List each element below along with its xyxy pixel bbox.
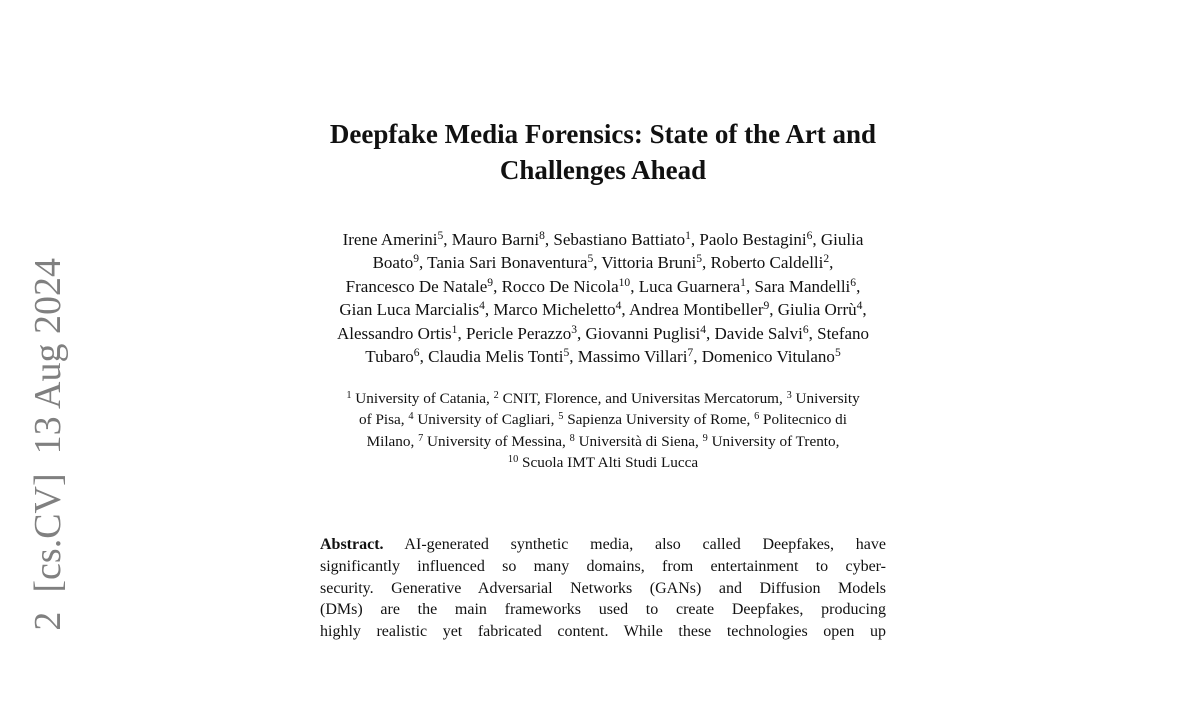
abstract-line: (DMs) are the main frameworks used to create Deepfakes, producing	[320, 601, 886, 619]
abstract-line: highly realistic yet fabricated content. While these technologies open up	[320, 623, 886, 641]
abstract-label: Abstract.	[320, 536, 384, 553]
author-text: , Stefano	[808, 323, 870, 343]
author-text: , Domenico Vitulano	[693, 347, 835, 367]
author-text: , Rocco De Nicola	[493, 276, 619, 296]
abstract-line: security. Generative Adversarial Networks (GANs) and Diffusion Models	[320, 579, 886, 597]
affiliation-marker: 10	[507, 453, 519, 465]
author-text: , Luca Guarnera	[630, 276, 741, 296]
affiliation-marker: 2	[823, 252, 830, 266]
affiliation-marker: 5	[558, 411, 564, 423]
affiliation-marker: 7	[687, 346, 694, 360]
author-text: Francesco De Natale	[345, 276, 488, 296]
affiliation-marker: 6	[850, 276, 857, 290]
author-line	[200, 228, 1006, 251]
author-text: , Marco Micheletto	[484, 300, 616, 320]
affiliation-marker: 5	[563, 346, 570, 360]
affiliation-line	[200, 388, 1006, 409]
affiliation-text: University of Trento,	[707, 432, 840, 450]
affiliation-text: University of Catania,	[351, 390, 494, 407]
affiliation-text: Scuola IMT Alti Studi Lucca	[518, 453, 699, 471]
author-line	[200, 298, 1006, 321]
abstract-line: significantly influenced so many domains, from entertainment to cyber-	[320, 557, 886, 575]
arxiv-stamp: 2 [cs.CV] 13 Aug 2024	[27, 258, 69, 631]
author-text: , Andrea Montibeller	[621, 300, 764, 320]
author-line	[200, 345, 1006, 368]
affiliation-marker: 4	[700, 322, 707, 336]
affiliation-marker: 4	[615, 299, 622, 313]
affiliation-text: Università di Siena,	[574, 432, 703, 450]
affiliation-marker: 6	[413, 346, 420, 360]
affiliation-marker: 5	[587, 252, 594, 266]
affiliation-marker: 10	[618, 276, 631, 290]
affiliation-text: of Pisa,	[359, 411, 409, 429]
abstract-line	[320, 534, 886, 556]
affiliation-marker: 8	[539, 229, 545, 243]
affiliation-list	[200, 388, 1006, 473]
affiliation-marker: 9	[702, 432, 708, 444]
author-text: , Mauro Barni	[443, 230, 540, 249]
affiliation-marker: 4	[408, 411, 414, 423]
affiliation-marker: 1	[740, 276, 746, 290]
author-text: Irene Amerini	[342, 230, 438, 249]
author-text: , Claudia Melis Tonti	[419, 347, 564, 367]
affiliation-marker: 1	[346, 389, 352, 401]
author-text: Gian Luca Marcialis	[339, 300, 480, 320]
author-text: , Giulia Orrù	[769, 300, 857, 320]
paper-title	[200, 116, 1006, 188]
affiliation-text: University of Messina,	[423, 432, 570, 450]
affiliation-text: Sapienza University of Rome,	[563, 411, 755, 429]
affiliation-marker: 7	[418, 432, 424, 444]
affiliation-marker: 5	[696, 252, 703, 266]
author-text: ,	[856, 276, 861, 296]
author-text: , Roberto Caldelli	[702, 253, 824, 273]
author-text: , Tania Sari Bonaventura	[418, 253, 588, 273]
affiliation-marker: 8	[569, 432, 575, 444]
affiliation-text: Politecnico di	[759, 411, 847, 429]
author-text: , Paolo Bestagini	[690, 230, 807, 249]
author-text: Tubaro	[365, 347, 414, 367]
author-text: , Vittoria Bruni	[593, 253, 697, 273]
affiliation-marker: 5	[437, 229, 444, 243]
author-text: , Sara Mandelli	[745, 276, 851, 296]
title-line: Challenges Ahead	[499, 155, 707, 185]
affiliation-marker: 6	[754, 411, 760, 423]
author-line	[200, 275, 1006, 298]
author-text: , Giulia	[812, 230, 864, 249]
affiliation-text: CNIT, Florence, and Universitas Mercatorum,	[498, 390, 787, 407]
affiliation-text: University	[791, 390, 860, 407]
affiliation-marker: 3	[571, 322, 577, 336]
affiliation-marker: 2	[493, 389, 499, 401]
affiliation-marker: 9	[413, 252, 419, 266]
affiliation-marker: 4	[479, 299, 485, 313]
author-text: , Giovanni Puglisi	[576, 323, 701, 343]
affiliation-line	[200, 409, 1006, 430]
author-list	[200, 228, 1006, 368]
author-text: , Massimo Villari	[569, 347, 688, 367]
affiliation-text: University of Cagliari,	[413, 411, 559, 429]
abstract	[320, 534, 886, 643]
affiliation-marker: 5	[834, 346, 841, 360]
title-line: Deepfake Media Forensics: State of the Art and	[329, 119, 877, 149]
author-line	[200, 251, 1006, 274]
affiliation-marker: 1	[451, 322, 458, 336]
abstract-text: AI-generated synthetic media, also called Deepfakes, have	[383, 536, 886, 553]
affiliation-marker: 1	[685, 229, 691, 243]
affiliation-line	[200, 452, 1006, 473]
author-text: , Davide Salvi	[706, 323, 803, 343]
affiliation-text: Milano,	[366, 432, 419, 450]
affiliation-marker: 4	[856, 299, 863, 313]
author-text: Boato	[372, 253, 414, 273]
affiliation-marker: 9	[487, 276, 494, 290]
affiliation-marker: 9	[763, 299, 770, 313]
author-text: , Pericle Perazzo	[457, 323, 572, 343]
affiliation-line	[200, 431, 1006, 452]
author-text: , Sebastiano Battiato	[544, 230, 686, 249]
author-text: Alessandro Ortis	[336, 323, 452, 343]
author-text: ,	[829, 253, 834, 273]
affiliation-marker: 3	[786, 389, 792, 401]
affiliation-marker: 6	[806, 229, 813, 243]
affiliation-marker: 6	[802, 322, 809, 336]
author-text: ,	[862, 300, 867, 320]
author-line	[200, 322, 1006, 345]
